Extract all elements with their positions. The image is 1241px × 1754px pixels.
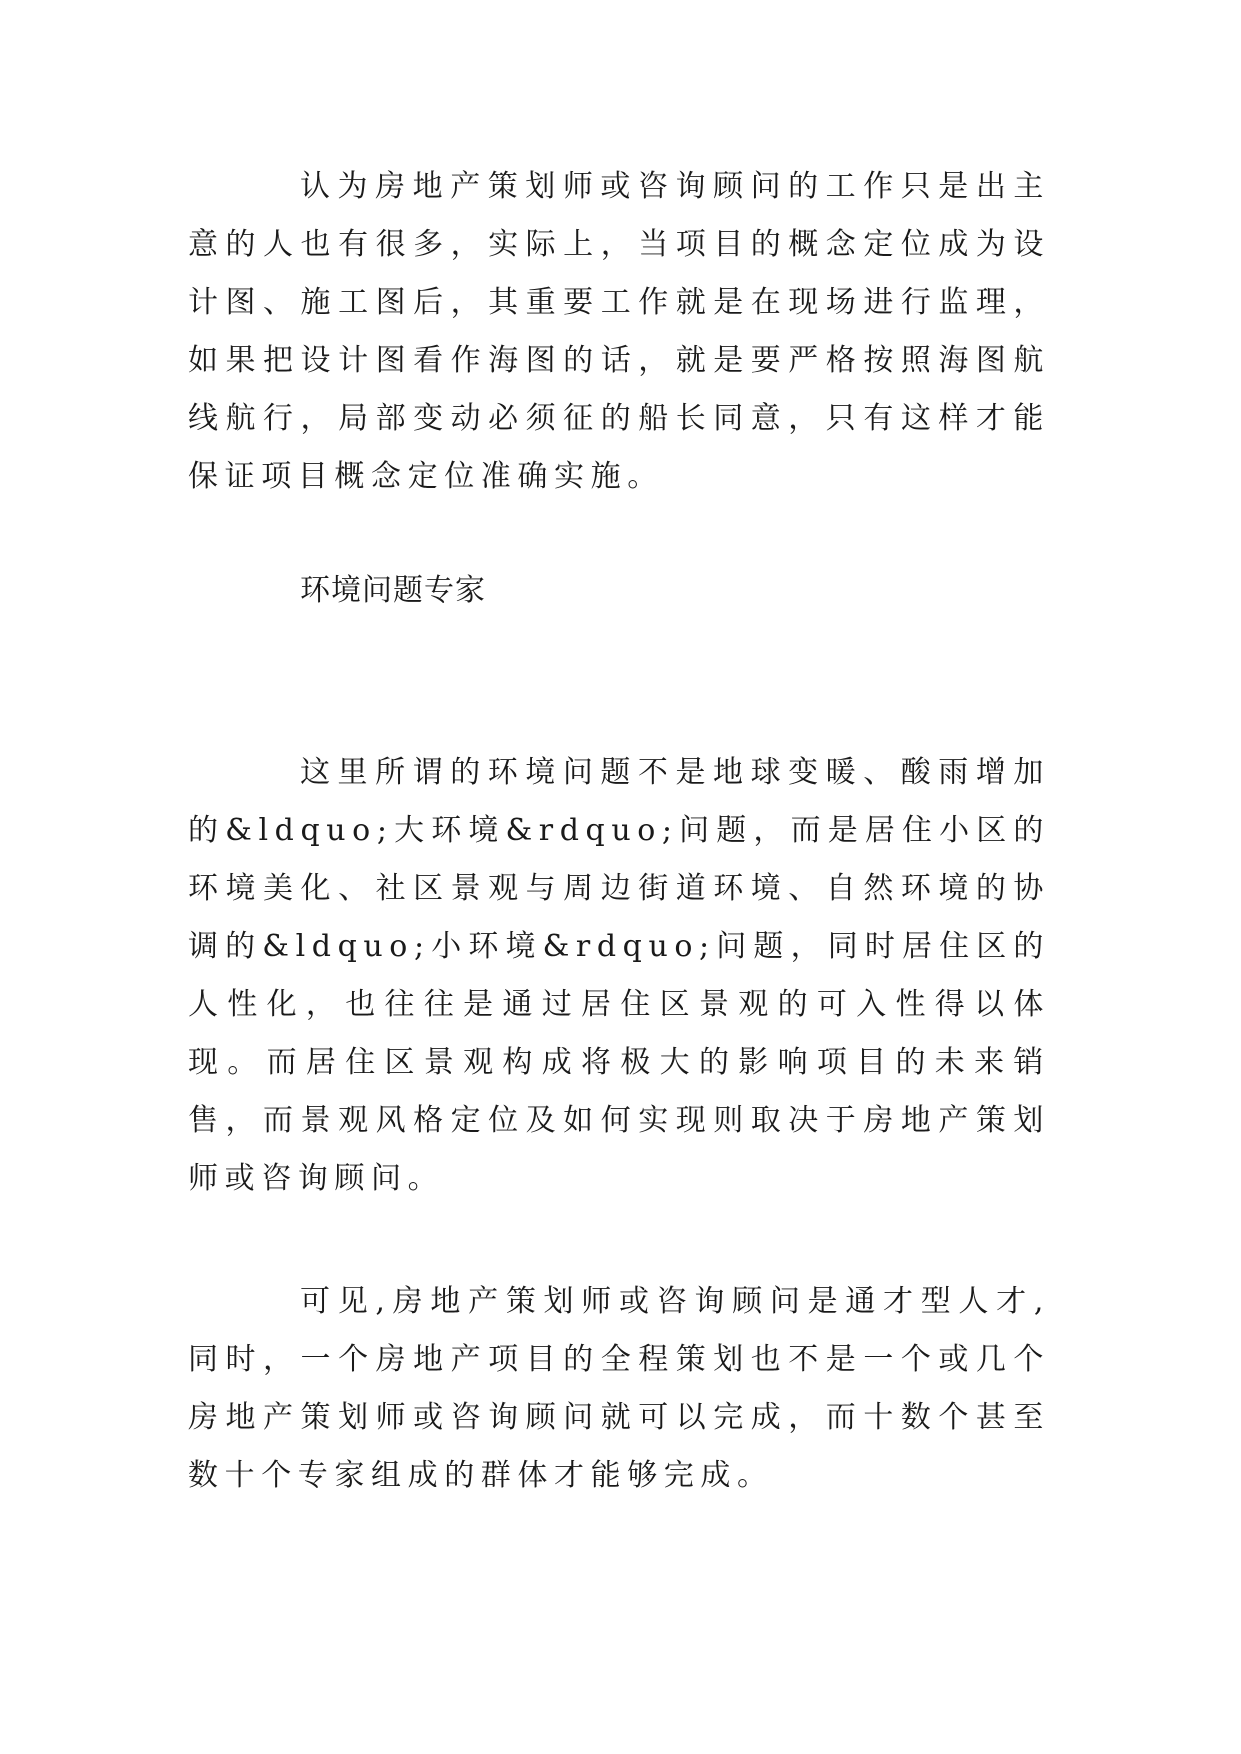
body-paragraph: 这里所谓的环境问题不是地球变暖、酸雨增加的&ldquo;大环境&rdquo;问题，而是居住小区的环境美化、社区景观与周边街道环境、自然环境的协调的&ldquo;小环境&rdquo;问题，同时居住区的人性化，也往往是通过居住区景观的可入性得以体现。而居住区景观构成将极大的影响项目的未来销售，而景观风格定位及如何实现则取决于房地产策划师或咨询顾问。	[188, 755, 1050, 1196]
body-paragraph: 认为房地产策划师或咨询顾问的工作只是出主意的人也有很多，实际上，当项目的概念定位成为设计图、施工图后，其重要工作就是在现场进行监理，如果把设计图看作海图的话，就是要严格按照海图航线航行，局部变动必须征的船长同意，只有这样才能保证项目概念定位准确实施。	[188, 169, 1050, 494]
body-paragraph: 可见,房地产策划师或咨询顾问是通才型人才,同时，一个房地产项目的全程策划也不是一个或几个房地产策划师或咨询顾问就可以完成，而十数个甚至数十个专家组成的群体才能够完成。	[188, 1284, 1050, 1493]
section-heading: 环境问题专家	[300, 573, 486, 608]
